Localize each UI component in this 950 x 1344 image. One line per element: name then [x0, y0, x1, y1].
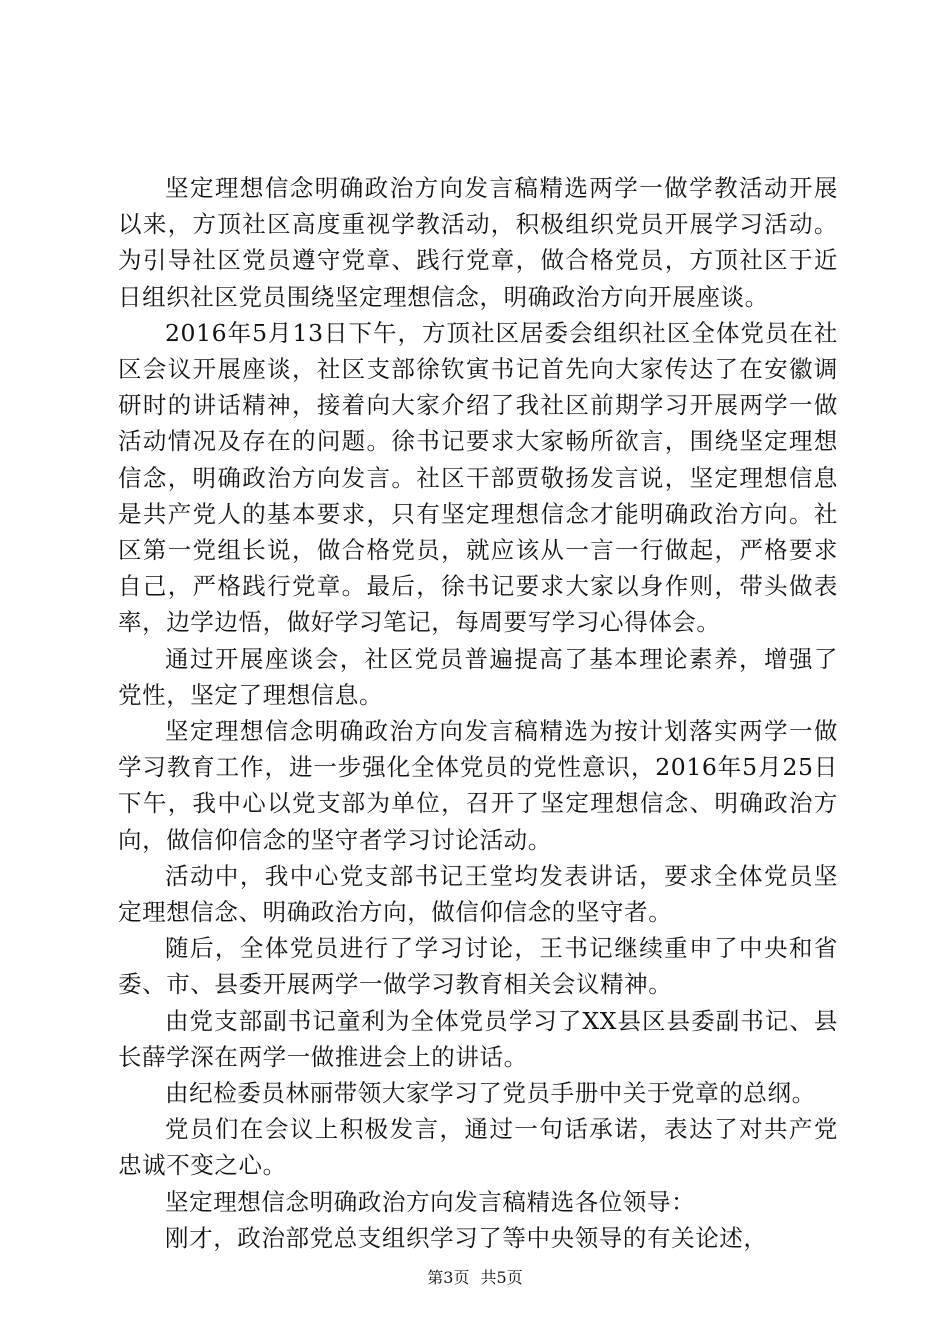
paragraph: 由纪检委员林丽带领大家学习了党员手册中关于党章的总纲。	[165, 1079, 816, 1108]
paragraph: 坚定理想信念明确政治方向发言稿精选各位领导：	[165, 1187, 696, 1216]
paragraph: 坚定理想信念明确政治方向发言稿精选为按计划落实两学一做学习教育工作，进一步强化全体党员的党性意识，2016年5月25日下午，我中心以党支部为单位，召开了坚定理想信念、明确政治方向，做信仰信念的坚守者学习讨论活动。	[118, 717, 838, 854]
document-body	[118, 170, 838, 1256]
page-total: 共5页	[480, 1268, 523, 1287]
paragraph: 通过开展座谈会，社区党员普遍提高了基本理论素养，增强了党性，坚定了理想信息。	[118, 644, 838, 709]
paragraph: 活动中，我中心党支部书记王堂均发表讲话，要求全体党员坚定理想信念、明确政治方向，做信仰信念的坚守者。	[118, 861, 838, 927]
page-number: 第3页	[427, 1268, 470, 1287]
paragraph: 2016年5月13日下午，方顶社区居委会组织社区全体党员在社区会议开展座谈，社区支部徐钦寅书记首先向大家传达了在安徽调研时的讲话精神，接着向大家介绍了我社区前期学习开展两学一做活动情况及存在的问题。徐书记要求大家畅所欲言，围绕坚定理想信念，明确政治方向发言。社区干部贾敬扬发言说，坚定理想信息是共产党人的基本要求，只有坚定理想信念才能明确政治方向。社区第一党组长说，做合格党员，就应该从一言一行做起，严格要求自己，严格践行党章。最后，徐书记要求大家以身作则，带头做表率，边学边悟，做好学习笔记，每周要写学习心得体会。	[118, 318, 838, 637]
paragraph: 随后，全体党员进行了学习讨论，王书记继续重申了中央和省委、市、县委开展两学一做学习教育相关会议精神。	[118, 934, 838, 999]
paragraph: 由党支部副书记童利为全体党员学习了XX县区县委副书记、县长薛学深在两学一做推进会上的讲话。	[118, 1006, 838, 1071]
paragraph: 党员们在会议上积极发言，通过一句话承诺，表达了对共产党忠诚不变之心。	[118, 1115, 838, 1180]
page-footer	[0, 1268, 950, 1288]
paragraph: 刚才，政治部党总支组织学习了等中央领导的有关论述，	[165, 1223, 768, 1252]
paragraph: 坚定理想信念明确政治方向发言稿精选两学一做学教活动开展以来，方顶社区高度重视学教活动，积极组织党员开展学习活动。为引导社区党员遵守党章、践行党章，做合格党员，方顶社区于近日组织社区党员围绕坚定理想信念，明确政治方向开展座谈。	[118, 174, 838, 311]
